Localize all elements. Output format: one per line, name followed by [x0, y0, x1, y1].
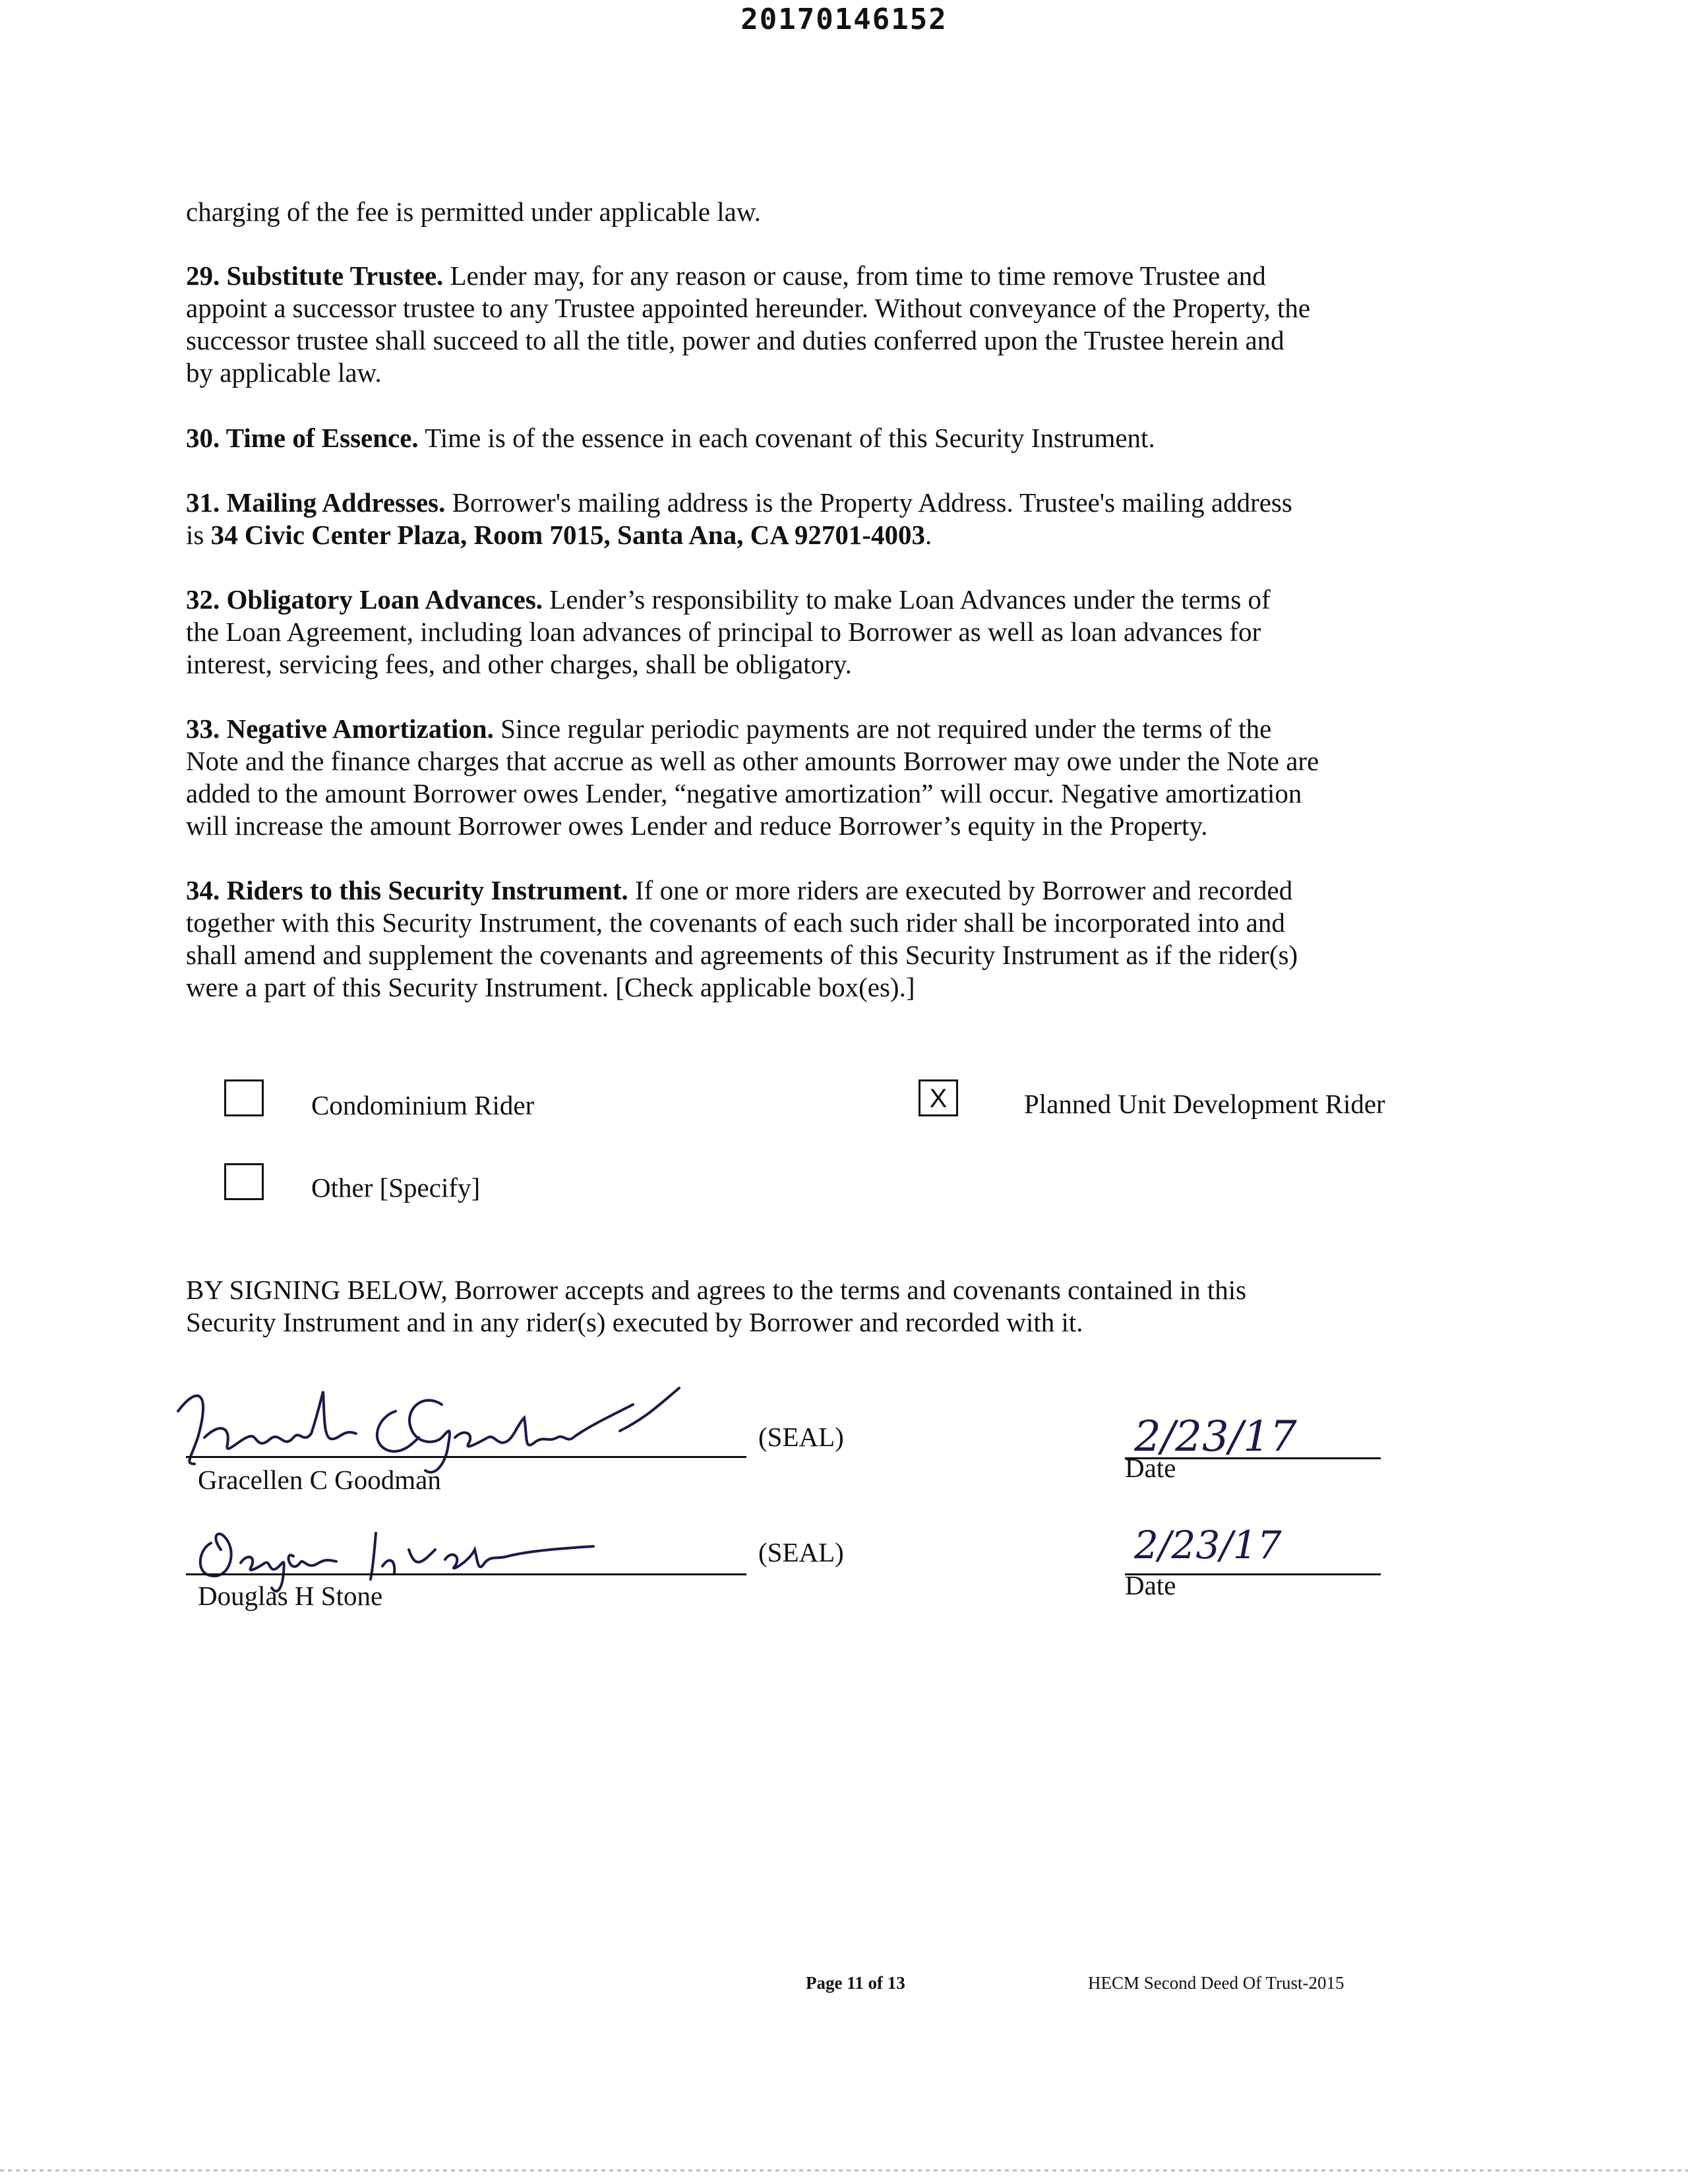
condominium-rider-checkbox[interactable] — [224, 1079, 264, 1116]
other-rider-checkbox[interactable] — [224, 1163, 264, 1200]
section-32-line-3: interest, servicing fees, and other charges, shall be obligatory. — [186, 649, 852, 679]
section-33-line-2: Note and the finance charges that accrue as well as other amounts Borrower may owe under the Note are — [186, 746, 1319, 776]
other-rider-label: Other [Specify] — [311, 1172, 481, 1203]
signer-name-2: Douglas H Stone — [198, 1581, 383, 1611]
section-33-title: 33. Negative Amortization. — [186, 713, 494, 744]
section-30-text: Time is of the essence in each covenant of this Security Instrument. — [425, 423, 1155, 453]
section-33-line-4: will increase the amount Borrower owes Lender and reduce Borrower’s equity in the Property. — [186, 810, 1208, 841]
pud-rider-checkbox[interactable] — [919, 1079, 958, 1116]
section-34-line-1: If one or more riders are executed by Borrower and recorded — [635, 875, 1293, 905]
signing-line-1: BY SIGNING BELOW, Borrower accepts and agrees to the terms and covenants contained in this — [186, 1275, 1247, 1305]
signing-statement — [186, 1274, 1459, 1339]
signature-line-2 — [186, 1573, 746, 1575]
section-34-line-2: together with this Security Instrument, the covenants of each such rider shall be incorporated into and — [186, 907, 1285, 938]
section-31-line-1: Borrower's mailing address is the Property Address. Trustee's mailing address — [452, 487, 1292, 518]
handwritten-date-text-2: 2/23/17 — [1134, 1523, 1282, 1567]
signature-line-1 — [186, 1456, 746, 1458]
checkbox-mark: X — [929, 1084, 948, 1113]
pud-rider-label: Planned Unit Development Rider — [1024, 1089, 1385, 1119]
section-31 — [186, 487, 1459, 551]
seal-label-2: (SEAL) — [758, 1537, 844, 1567]
page-number: Page 11 of 13 — [806, 1973, 905, 1993]
section-32-line-2: the Loan Agreement, including loan advances of principal to Borrower as well as loan advances for — [186, 617, 1261, 647]
section-30-title: 30. Time of Essence. — [186, 423, 419, 453]
section-29-line-1: Lender may, for any reason or cause, from time to time remove Trustee and — [450, 260, 1266, 291]
section-32 — [186, 584, 1459, 681]
section-31-line-2-post: . — [925, 520, 932, 550]
signer-name-1: Gracellen C Goodman — [198, 1465, 441, 1495]
section-33 — [186, 713, 1459, 842]
scan-edge — [0, 2169, 1688, 2171]
section-31-line-2-pre: is — [186, 520, 211, 550]
section-31-title: 31. Mailing Addresses. — [186, 487, 446, 518]
section-29 — [186, 260, 1459, 389]
section-33-line-1: Since regular periodic payments are not required under the terms of the — [500, 713, 1272, 744]
document-number: 20170146152 — [740, 3, 948, 36]
form-name: HECM Second Deed Of Trust-2015 — [1088, 1973, 1344, 1993]
section-32-line-1: Lender’s responsibility to make Loan Advances under the terms of — [549, 584, 1271, 615]
section-34-line-4: were a part of this Security Instrument. [Check applicable box(es).] — [186, 972, 915, 1002]
section-34-title: 34. Riders to this Security Instrument. — [186, 875, 628, 905]
section-30 — [186, 422, 1459, 454]
section-29-line-4: by applicable law. — [186, 357, 382, 388]
paragraph-continuation: charging of the fee is permitted under applicable law. — [186, 197, 762, 227]
section-33-line-3: added to the amount Borrower owes Lender, “negative amortization” will occur. Negative amortization — [186, 778, 1302, 808]
section-34-line-3: shall amend and supplement the covenants and agreements of this Security Instrument as if the rider(s) — [186, 940, 1298, 970]
date-label-1: Date — [1125, 1453, 1176, 1483]
seal-label-1: (SEAL) — [758, 1422, 844, 1452]
section-29-line-3: successor trustee shall succeed to all the title, power and duties conferred upon the Trustee herein and — [186, 325, 1284, 355]
date-label-2: Date — [1125, 1570, 1176, 1600]
section-34 — [186, 874, 1459, 1004]
trustee-address: 34 Civic Center Plaza, Room 7015, Santa Ana, CA 92701-4003 — [210, 520, 926, 550]
section-29-title: 29. Substitute Trustee. — [186, 260, 444, 291]
condominium-rider-label: Condominium Rider — [311, 1090, 535, 1120]
section-32-title: 32. Obligatory Loan Advances. — [186, 584, 543, 615]
signing-line-2: Security Instrument and in any rider(s) executed by Borrower and recorded with it. — [186, 1307, 1083, 1337]
section-29-line-2: appoint a successor trustee to any Trustee appointed hereunder. Without conveyance of the Property, the — [186, 293, 1311, 323]
handwritten-date-text-1: 2/23/17 — [1134, 1412, 1297, 1461]
